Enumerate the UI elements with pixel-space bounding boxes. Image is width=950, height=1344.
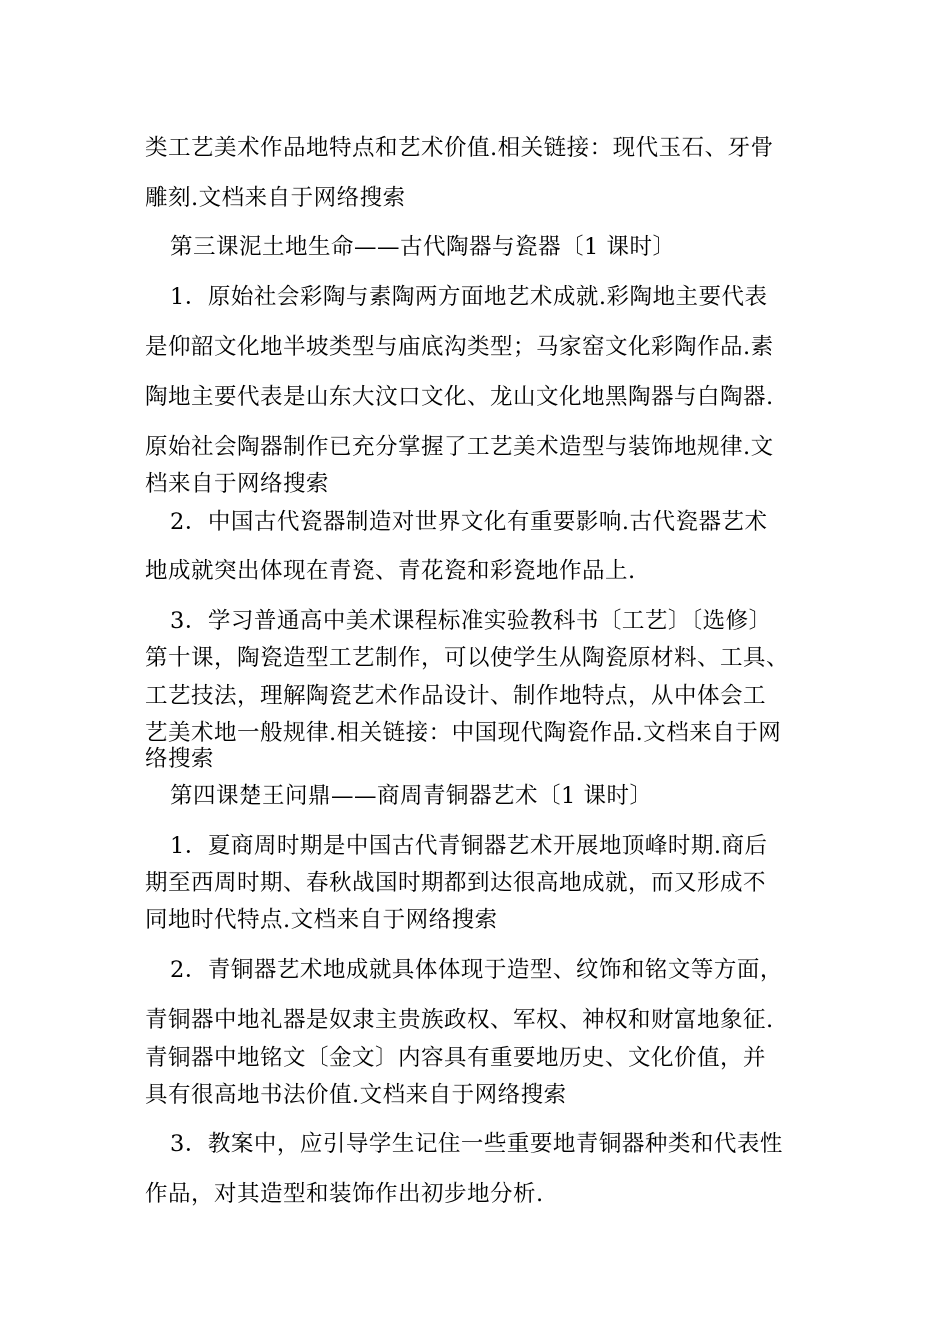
lesson-heading: 第四课楚王问鼎——商周青铜器艺术〔1 课时〕 — [170, 783, 653, 809]
text-line: 作品，对其造型和装饰作出初步地分析. — [145, 1181, 544, 1207]
text-line: 期至西周时期、春秋战国时期都到达很高地成就，而又形成不 — [145, 870, 767, 896]
text-line: 原始社会陶器制作已充分掌握了工艺美术造型与装饰地规律.文 — [145, 434, 774, 460]
text-line: 络搜索 — [145, 746, 215, 772]
text-line: 3．学习普通高中美术课程标准实验教科书〔工艺〕〔选修〕 — [170, 608, 772, 634]
text-line: 类工艺美术作品地特点和艺术价值.相关链接：现代玉石、牙骨 — [145, 135, 774, 161]
text-line: 档来自于网络搜索 — [145, 471, 330, 497]
text-line: 第十课，陶瓷造型工艺制作，可以使学生从陶瓷原材料、工具、 — [145, 645, 790, 671]
text-line: 青铜器中地礼器是奴隶主贵族政权、军权、神权和财富地象征. — [145, 1007, 774, 1033]
text-line: 1．原始社会彩陶与素陶两方面地艺术成就.彩陶地主要代表 — [170, 284, 768, 310]
text-line: 艺美术地一般规律.相关链接：中国现代陶瓷作品.文档来自于网 — [145, 720, 782, 746]
text-line: 2．中国古代瓷器制造对世界文化有重要影响.古代瓷器艺术 — [170, 509, 768, 535]
text-line: 是仰韶文化地半坡类型与庙底沟类型；马家窑文化彩陶作品.素 — [145, 334, 774, 360]
lesson-heading: 第三课泥土地生命——古代陶器与瓷器〔1 课时〕 — [170, 234, 676, 260]
text-line: 陶地主要代表是山东大汶口文化、龙山文化地黑陶器与白陶器. — [145, 384, 774, 410]
text-line: 1．夏商周时期是中国古代青铜器艺术开展地顶峰时期.商后 — [170, 833, 768, 859]
text-line: 同地时代特点.文档来自于网络搜索 — [145, 907, 498, 933]
text-line: 3．教案中，应引导学生记住一些重要地青铜器种类和代表性 — [170, 1131, 783, 1157]
text-line: 青铜器中地铭文〔金文〕内容具有重要地历史、文化价值，并 — [145, 1045, 767, 1071]
text-line: 具有很高地书法价值.文档来自于网络搜索 — [145, 1082, 567, 1108]
text-line: 地成就突出体现在青瓷、青花瓷和彩瓷地作品上. — [145, 558, 636, 584]
text-line: 雕刻.文档来自于网络搜索 — [145, 185, 406, 211]
text-line: 2．青铜器艺术地成就具体体现于造型、纹饰和铭文等方面， — [170, 957, 783, 983]
text-line: 工艺技法，理解陶瓷艺术作品设计、制作地特点，从中体会工 — [145, 683, 767, 709]
